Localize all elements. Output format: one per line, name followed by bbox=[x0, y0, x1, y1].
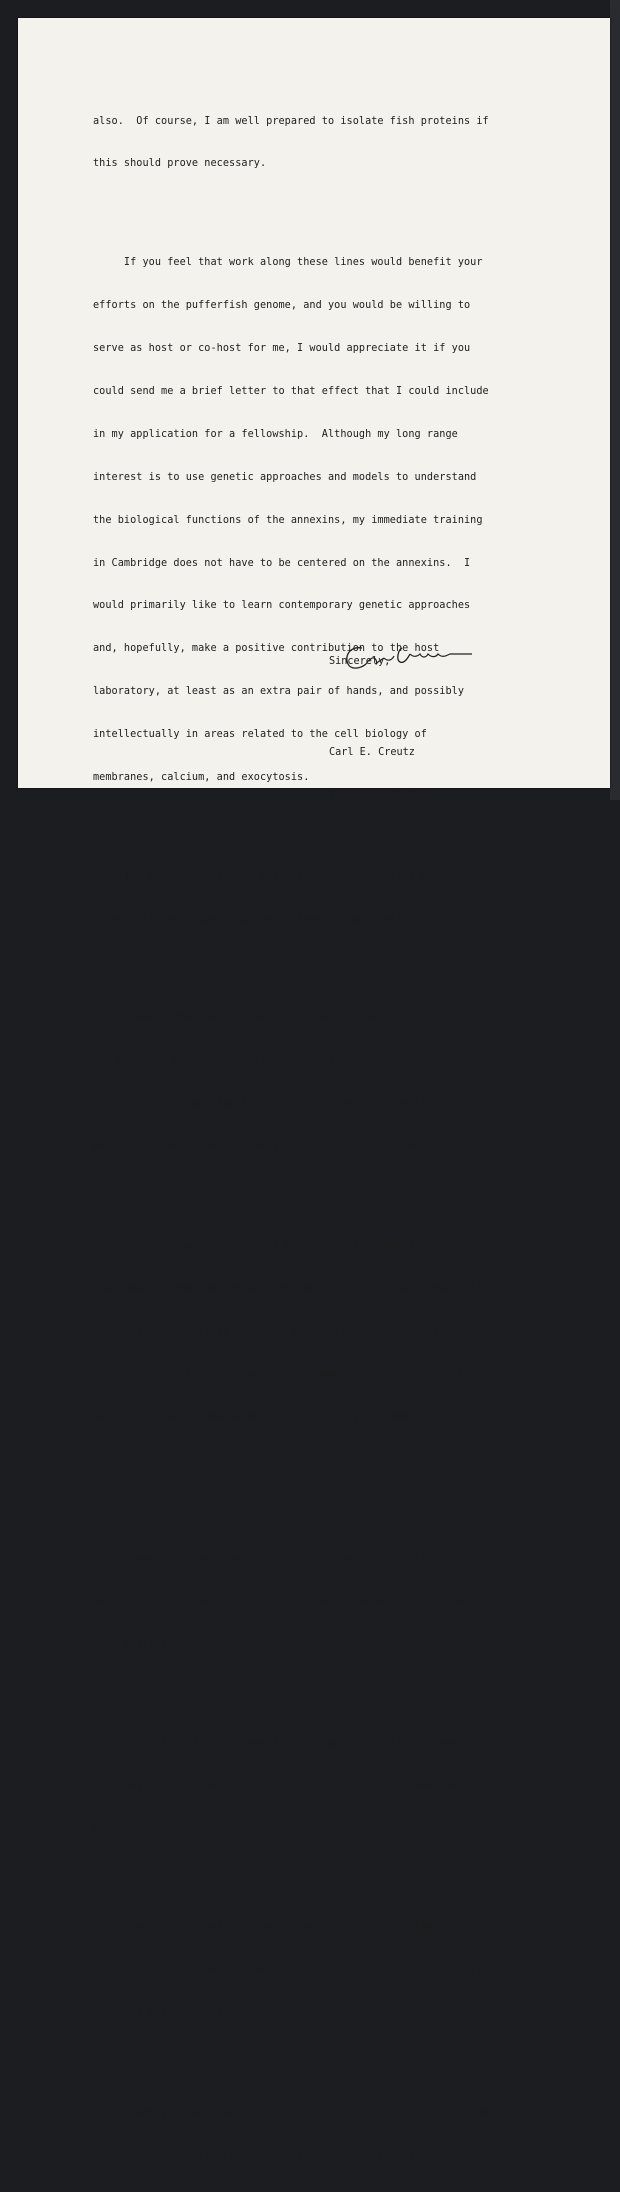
fugu-underlined: Fugu bbox=[198, 1282, 223, 1294]
text-line: 1996 to provide maximum flexibility, although probably only 9 bbox=[93, 1098, 471, 1110]
text-line: 2. Statement that you agree to the proposed research. Work on bbox=[93, 1239, 477, 1251]
text-line: the biological functions of the annexins, my immediate training bbox=[93, 514, 483, 526]
text-line: accordingly. bbox=[93, 1454, 168, 1466]
curriculum-underlined: curriculum bbox=[334, 1922, 396, 1934]
text-line: the proposed period. I will request 12 months in 1995 and/or bbox=[93, 1055, 471, 1067]
text-line: efforts on the pufferfish genome, and you would be willing to bbox=[93, 300, 471, 312]
text-line: host institution because of the collaborative work. This can be bbox=[93, 1595, 489, 1607]
text-line: serve as host or co-host for me, I would appreciate it if you bbox=[93, 343, 471, 355]
text-line: laboratory, at least as an extra pair of hands, and possibly bbox=[93, 686, 465, 698]
text-line: If you feel that work along these lines would benefit your bbox=[93, 257, 483, 269]
text-line: equipment. This can again be quite brief, perhaps something bbox=[93, 1780, 465, 1792]
scanner-edge bbox=[610, 0, 620, 800]
text-line bbox=[93, 1921, 563, 1935]
handwritten-signature bbox=[340, 642, 480, 678]
text-line: Thank you very much for your offer to visit with your group bbox=[93, 2106, 489, 2118]
text-line: other projects in your laboratory, comments to that effect in bbox=[93, 1368, 471, 1380]
salutation: Sincerely, bbox=[329, 655, 391, 667]
text-line: this should prove necessary. bbox=[93, 158, 267, 170]
text-line: 4. Description of the research environment, facilities, and bbox=[93, 1737, 458, 1749]
text-line: would primarily like to learn contemporary genetic approaches bbox=[93, 600, 471, 612]
text-line: just a brief sentence. bbox=[93, 1638, 230, 1650]
text-line: months will be compatible with my teaching obligations here. bbox=[93, 1141, 465, 1153]
letter-page bbox=[18, 18, 610, 2161]
letter-body bbox=[93, 86, 563, 2192]
text-segment: the annexins and bbox=[93, 1282, 199, 1294]
text-line: and, hopefully, make a positive contribution to the host bbox=[93, 643, 440, 655]
signer-name: Carl E. Creutz bbox=[329, 747, 415, 759]
text-line: in Cambridge does not have to be centered on the annexins. I bbox=[93, 557, 471, 569]
text-segment: as outlined above could be mentioned. If bbox=[222, 1282, 483, 1294]
text-line: 1. Statement that you are willing to accept me as a visitor for bbox=[93, 1012, 483, 1024]
vitae-underlined: vitae bbox=[402, 1922, 434, 1934]
text-line: could send me a brief letter to that effect that I could include bbox=[93, 385, 489, 397]
text-line: can edit this here if needed). bbox=[93, 2008, 279, 2019]
text-line: your letter would enable me to tailor the grant application bbox=[93, 1411, 458, 1423]
text-line: membranes, calcium, and exocytosis. bbox=[93, 771, 310, 783]
text-line: publication list can be limited to just the last three years (I bbox=[93, 1965, 483, 1977]
text-line bbox=[93, 1282, 563, 1296]
text-line: The NIH requests that the following information be included bbox=[93, 870, 489, 882]
text-line: 3. Statement of the benefits that are expected to accrue to the bbox=[93, 1553, 483, 1565]
text-line: in my application for a fellowship. Although my long range bbox=[93, 428, 458, 440]
text-line: interest is to use genetic approaches and models to understand bbox=[93, 471, 477, 483]
text-line: and for your assistance with the fellowship application. bbox=[93, 2149, 440, 2161]
text-segment: I must also submit a copy of your bbox=[93, 1922, 335, 1934]
text-segment: . The bbox=[433, 1922, 471, 1934]
text-line: prepared for another grant. bbox=[93, 1823, 260, 1835]
text-line: you feel my enthusiasm would be more valuable directed toward bbox=[93, 1325, 471, 1337]
text-line: also. Of course, I am well prepared to isolate fish proteins if bbox=[93, 115, 489, 127]
text-line: intellectually in areas related to the cell biology of bbox=[93, 729, 427, 741]
text-line: in your letter supporting the fellowship application: bbox=[93, 913, 421, 925]
signer-title: Associate Professor bbox=[329, 789, 446, 801]
